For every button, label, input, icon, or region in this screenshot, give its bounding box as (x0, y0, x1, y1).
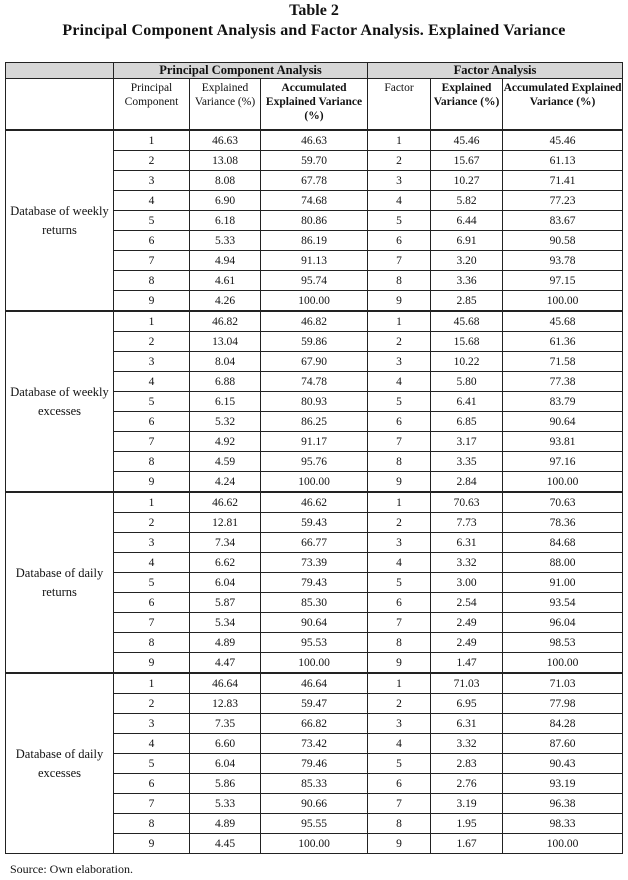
pca-accumulated-value: 46.64 (261, 673, 368, 694)
factor-number: 9 (368, 834, 431, 854)
factor-number: 2 (368, 332, 431, 352)
pca-accumulated-value: 59.70 (261, 151, 368, 171)
fa-explained-value: 3.35 (431, 452, 503, 472)
fa-explained-value: 2.54 (431, 593, 503, 613)
factor-number: 2 (368, 694, 431, 714)
fa-explained-value: 71.03 (431, 673, 503, 694)
fa-explained-value: 45.46 (431, 130, 503, 151)
factor-number: 1 (368, 673, 431, 694)
fa-accumulated-value: 96.38 (503, 794, 623, 814)
pc-number: 8 (114, 814, 190, 834)
pc-number: 6 (114, 593, 190, 613)
fa-accumulated-value: 90.43 (503, 754, 623, 774)
pca-explained-value: 8.04 (190, 352, 261, 372)
pca-accumulated-value: 90.66 (261, 794, 368, 814)
fa-accumulated-value: 100.00 (503, 834, 623, 854)
pc-number: 7 (114, 613, 190, 633)
fa-accumulated-value: 88.00 (503, 553, 623, 573)
pc-number: 5 (114, 392, 190, 412)
pca-accumulated-value: 100.00 (261, 291, 368, 312)
pca-explained-value: 5.32 (190, 412, 261, 432)
pca-accumulated-value: 79.46 (261, 754, 368, 774)
fa-accumulated-value: 96.04 (503, 613, 623, 633)
fa-accumulated-value: 45.46 (503, 130, 623, 151)
fa-accumulated-value: 70.63 (503, 492, 623, 513)
factor-number: 6 (368, 412, 431, 432)
table-title: Table 2 (289, 2, 339, 19)
pca-accumulated-value: 74.78 (261, 372, 368, 392)
pc-number: 4 (114, 553, 190, 573)
pca-accumulated-value: 67.90 (261, 352, 368, 372)
factor-number: 5 (368, 754, 431, 774)
pca-accumulated-value: 59.86 (261, 332, 368, 352)
fa-accumulated-value: 93.78 (503, 251, 623, 271)
factor-number: 8 (368, 271, 431, 291)
factor-number: 4 (368, 191, 431, 211)
pca-explained-value: 4.61 (190, 271, 261, 291)
column-header-row (6, 79, 623, 131)
pca-group-header: Principal Component Analysis (114, 63, 368, 79)
pc-number: 6 (114, 774, 190, 794)
pc-number: 9 (114, 472, 190, 493)
fa-accumulated-value: 87.60 (503, 734, 623, 754)
fa-explained-value: 2.49 (431, 633, 503, 653)
fa-group-header: Factor Analysis (368, 63, 623, 79)
pc-number: 1 (114, 311, 190, 332)
fa-accumulated-value: 90.58 (503, 231, 623, 251)
pca-explained-value: 6.18 (190, 211, 261, 231)
pc-header: Principal Component (114, 79, 190, 131)
factor-number: 4 (368, 734, 431, 754)
table-row (6, 311, 623, 332)
table-body (6, 130, 623, 854)
pca-explained-value: 4.26 (190, 291, 261, 312)
fa-explained-value: 3.32 (431, 553, 503, 573)
fa-explained-value: 15.67 (431, 151, 503, 171)
fa-explained-value: 6.91 (431, 231, 503, 251)
fa-accumulated-value: 45.68 (503, 311, 623, 332)
pc-number: 5 (114, 573, 190, 593)
fa-explained-value: 2.83 (431, 754, 503, 774)
fa-explained-value: 1.95 (431, 814, 503, 834)
pca-accumulated-value: 46.82 (261, 311, 368, 332)
fa-accumulated-value: 84.68 (503, 533, 623, 553)
pca-explained-value: 4.89 (190, 633, 261, 653)
fa-explained-value: 70.63 (431, 492, 503, 513)
pc-number: 9 (114, 653, 190, 674)
pca-accumulated-value: 80.93 (261, 392, 368, 412)
pca-accumulated-header: Accumulated Explained Variance (%) (261, 79, 368, 131)
pca-accumulated-value: 86.25 (261, 412, 368, 432)
factor-number: 8 (368, 452, 431, 472)
fa-accumulated-value: 61.13 (503, 151, 623, 171)
pca-explained-value: 46.82 (190, 311, 261, 332)
factor-number: 9 (368, 472, 431, 493)
group-header-row (6, 63, 623, 79)
pc-number: 2 (114, 694, 190, 714)
pca-explained-value: 13.08 (190, 151, 261, 171)
fa-accumulated-value: 83.79 (503, 392, 623, 412)
pca-explained-value: 5.87 (190, 593, 261, 613)
pca-accumulated-value: 100.00 (261, 472, 368, 493)
pc-number: 4 (114, 372, 190, 392)
pca-explained-value: 4.94 (190, 251, 261, 271)
fa-accumulated-value: 98.53 (503, 633, 623, 653)
pca-accumulated-value: 67.78 (261, 171, 368, 191)
factor-number: 6 (368, 231, 431, 251)
table-subtitle: Principal Component Analysis and Factor Analysis. Explained Variance (62, 22, 566, 39)
fa-accumulated-value: 100.00 (503, 291, 623, 312)
database-label: Database of daily excesses (6, 673, 114, 854)
factor-header: Factor (368, 79, 431, 131)
pca-accumulated-value: 80.86 (261, 211, 368, 231)
factor-number: 9 (368, 653, 431, 674)
pc-number: 1 (114, 492, 190, 513)
fa-explained-value: 7.73 (431, 513, 503, 533)
pca-explained-value: 6.90 (190, 191, 261, 211)
database-label: Database of weekly returns (6, 130, 114, 311)
pca-accumulated-value: 66.77 (261, 533, 368, 553)
fa-accumulated-value: 97.16 (503, 452, 623, 472)
factor-number: 6 (368, 593, 431, 613)
pca-accumulated-value: 100.00 (261, 834, 368, 854)
pca-explained-value: 7.35 (190, 714, 261, 734)
pca-explained-value: 46.62 (190, 492, 261, 513)
fa-explained-value: 3.17 (431, 432, 503, 452)
pca-accumulated-value: 74.68 (261, 191, 368, 211)
pca-accumulated-value: 90.64 (261, 613, 368, 633)
database-label: Database of daily returns (6, 492, 114, 673)
pca-explained-value: 4.47 (190, 653, 261, 674)
pca-explained-value: 5.33 (190, 231, 261, 251)
fa-accumulated-value: 100.00 (503, 653, 623, 674)
pca-accumulated-value: 59.47 (261, 694, 368, 714)
pc-number: 2 (114, 151, 190, 171)
fa-explained-value: 3.20 (431, 251, 503, 271)
fa-accumulated-value: 61.36 (503, 332, 623, 352)
fa-explained-value: 3.19 (431, 794, 503, 814)
pca-explained-value: 5.33 (190, 794, 261, 814)
fa-explained-value: 2.84 (431, 472, 503, 493)
pc-number: 5 (114, 211, 190, 231)
pc-number: 5 (114, 754, 190, 774)
fa-explained-value: 1.47 (431, 653, 503, 674)
pc-number: 6 (114, 412, 190, 432)
fa-explained-value: 15.68 (431, 332, 503, 352)
pc-number: 7 (114, 432, 190, 452)
fa-explained-value: 6.85 (431, 412, 503, 432)
fa-accumulated-value: 71.58 (503, 352, 623, 372)
fa-explained-value: 3.32 (431, 734, 503, 754)
pc-number: 8 (114, 633, 190, 653)
fa-accumulated-value: 93.19 (503, 774, 623, 794)
fa-explained-value: 2.49 (431, 613, 503, 633)
pc-number: 1 (114, 130, 190, 151)
pca-accumulated-value: 85.30 (261, 593, 368, 613)
pc-number: 3 (114, 714, 190, 734)
factor-number: 7 (368, 613, 431, 633)
factor-number: 5 (368, 211, 431, 231)
fa-explained-value: 1.67 (431, 834, 503, 854)
pca-explained-value: 46.63 (190, 130, 261, 151)
factor-number: 3 (368, 171, 431, 191)
fa-accumulated-value: 93.54 (503, 593, 623, 613)
factor-number: 5 (368, 392, 431, 412)
pca-accumulated-value: 95.55 (261, 814, 368, 834)
pca-explained-value: 12.83 (190, 694, 261, 714)
fa-explained-value: 45.68 (431, 311, 503, 332)
pc-number: 7 (114, 794, 190, 814)
pca-explained-value: 5.86 (190, 774, 261, 794)
fa-explained-value: 10.22 (431, 352, 503, 372)
pca-explained-value: 6.88 (190, 372, 261, 392)
pca-explained-value: 6.62 (190, 553, 261, 573)
fa-accumulated-header: Accumulated Explained Variance (%) (503, 79, 623, 131)
fa-accumulated-value: 78.36 (503, 513, 623, 533)
factor-number: 2 (368, 151, 431, 171)
pca-explained-value: 4.59 (190, 452, 261, 472)
fa-explained-header: Explained Variance (%) (431, 79, 503, 131)
factor-number: 9 (368, 291, 431, 312)
empty-corner (6, 63, 114, 79)
fa-accumulated-value: 93.81 (503, 432, 623, 452)
pc-number: 7 (114, 251, 190, 271)
pca-explained-header: Explained Variance (%) (190, 79, 261, 131)
pca-explained-value: 6.04 (190, 754, 261, 774)
pc-number: 9 (114, 834, 190, 854)
variance-table (5, 62, 623, 854)
factor-number: 7 (368, 794, 431, 814)
pca-accumulated-value: 100.00 (261, 653, 368, 674)
factor-number: 8 (368, 814, 431, 834)
fa-explained-value: 3.00 (431, 573, 503, 593)
factor-number: 1 (368, 130, 431, 151)
pca-explained-value: 4.24 (190, 472, 261, 493)
pca-accumulated-value: 91.13 (261, 251, 368, 271)
pca-explained-value: 4.45 (190, 834, 261, 854)
pc-number: 3 (114, 533, 190, 553)
fa-accumulated-value: 71.03 (503, 673, 623, 694)
fa-explained-value: 10.27 (431, 171, 503, 191)
fa-accumulated-value: 98.33 (503, 814, 623, 834)
pca-explained-value: 13.04 (190, 332, 261, 352)
pc-number: 4 (114, 191, 190, 211)
factor-number: 1 (368, 492, 431, 513)
pc-number: 1 (114, 673, 190, 694)
pca-accumulated-value: 86.19 (261, 231, 368, 251)
fa-explained-value: 6.41 (431, 392, 503, 412)
fa-explained-value: 2.85 (431, 291, 503, 312)
pca-explained-value: 4.89 (190, 814, 261, 834)
pca-explained-value: 8.08 (190, 171, 261, 191)
pca-accumulated-value: 73.39 (261, 553, 368, 573)
fa-accumulated-value: 71.41 (503, 171, 623, 191)
fa-accumulated-value: 77.23 (503, 191, 623, 211)
empty-label-header (6, 79, 114, 131)
pca-explained-value: 46.64 (190, 673, 261, 694)
pca-explained-value: 5.34 (190, 613, 261, 633)
pc-number: 8 (114, 452, 190, 472)
pc-number: 9 (114, 291, 190, 312)
fa-accumulated-value: 91.00 (503, 573, 623, 593)
pca-accumulated-value: 85.33 (261, 774, 368, 794)
fa-accumulated-value: 77.38 (503, 372, 623, 392)
database-label: Database of weekly excesses (6, 311, 114, 492)
pc-number: 3 (114, 352, 190, 372)
fa-explained-value: 5.82 (431, 191, 503, 211)
factor-number: 8 (368, 633, 431, 653)
factor-number: 4 (368, 372, 431, 392)
pca-accumulated-value: 95.74 (261, 271, 368, 291)
factor-number: 4 (368, 553, 431, 573)
factor-number: 5 (368, 573, 431, 593)
pca-accumulated-value: 95.53 (261, 633, 368, 653)
pc-number: 3 (114, 171, 190, 191)
fa-explained-value: 6.31 (431, 714, 503, 734)
pca-accumulated-value: 46.62 (261, 492, 368, 513)
pca-explained-value: 12.81 (190, 513, 261, 533)
fa-explained-value: 5.80 (431, 372, 503, 392)
pca-accumulated-value: 79.43 (261, 573, 368, 593)
fa-accumulated-value: 90.64 (503, 412, 623, 432)
pca-accumulated-value: 95.76 (261, 452, 368, 472)
pca-explained-value: 6.15 (190, 392, 261, 412)
pca-accumulated-value: 46.63 (261, 130, 368, 151)
table-row (6, 673, 623, 694)
table-row (6, 130, 623, 151)
pc-number: 2 (114, 513, 190, 533)
pca-explained-value: 4.92 (190, 432, 261, 452)
factor-number: 3 (368, 352, 431, 372)
pca-accumulated-value: 91.17 (261, 432, 368, 452)
table-row (6, 492, 623, 513)
fa-accumulated-value: 100.00 (503, 472, 623, 493)
fa-explained-value: 6.31 (431, 533, 503, 553)
pca-explained-value: 6.04 (190, 573, 261, 593)
pca-accumulated-value: 66.82 (261, 714, 368, 734)
factor-number: 1 (368, 311, 431, 332)
fa-accumulated-value: 77.98 (503, 694, 623, 714)
factor-number: 2 (368, 513, 431, 533)
pc-number: 8 (114, 271, 190, 291)
pc-number: 6 (114, 231, 190, 251)
fa-accumulated-value: 84.28 (503, 714, 623, 734)
fa-explained-value: 2.76 (431, 774, 503, 794)
pca-explained-value: 7.34 (190, 533, 261, 553)
factor-number: 3 (368, 714, 431, 734)
factor-number: 7 (368, 432, 431, 452)
pc-number: 2 (114, 332, 190, 352)
fa-explained-value: 6.95 (431, 694, 503, 714)
factor-number: 7 (368, 251, 431, 271)
factor-number: 6 (368, 774, 431, 794)
pca-explained-value: 6.60 (190, 734, 261, 754)
fa-accumulated-value: 83.67 (503, 211, 623, 231)
fa-explained-value: 3.36 (431, 271, 503, 291)
pca-accumulated-value: 59.43 (261, 513, 368, 533)
pca-accumulated-value: 73.42 (261, 734, 368, 754)
fa-explained-value: 6.44 (431, 211, 503, 231)
pc-number: 4 (114, 734, 190, 754)
factor-number: 3 (368, 533, 431, 553)
source-note: Source: Own elaboration. (10, 862, 133, 876)
fa-accumulated-value: 97.15 (503, 271, 623, 291)
